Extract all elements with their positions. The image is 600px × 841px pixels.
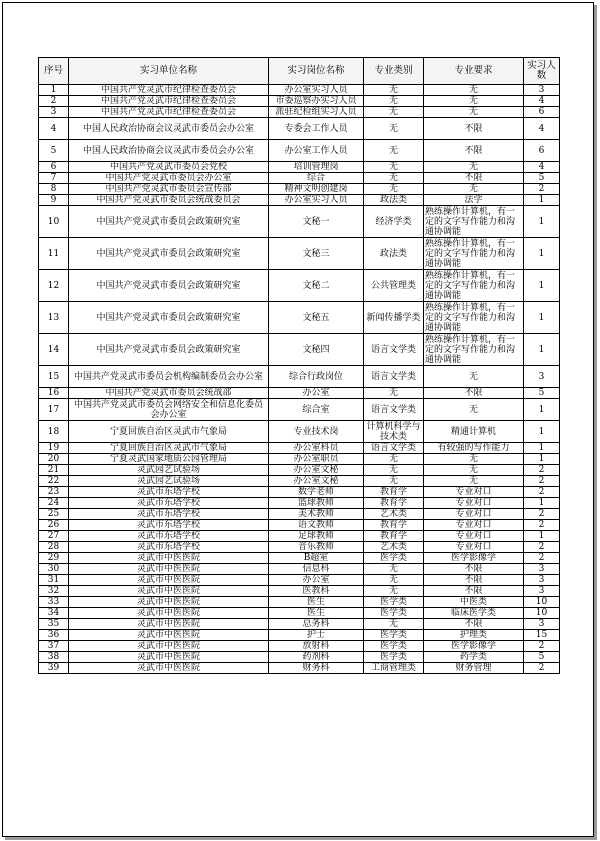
cell-requirement: 不限	[424, 564, 524, 575]
table-row	[39, 270, 560, 302]
cell-category: 计算机科学与技术类	[364, 421, 424, 443]
table-row	[39, 608, 560, 619]
cell-unit: 灵武园艺试验场	[69, 476, 269, 487]
cell-no: 32	[39, 586, 69, 597]
cell-post: 足球教师	[269, 531, 364, 542]
cell-no: 21	[39, 465, 69, 476]
cell-count: 2	[524, 509, 560, 520]
cell-requirement: 有较强的写作能力	[424, 443, 524, 454]
cell-count: 3	[524, 586, 560, 597]
cell-unit: 灵武市中医医院	[69, 553, 269, 564]
table-row	[39, 586, 560, 597]
cell-unit: 灵武市中医医院	[69, 564, 269, 575]
table-row	[39, 184, 560, 195]
cell-category: 艺术类	[364, 509, 424, 520]
cell-count: 1	[524, 399, 560, 421]
cell-no: 19	[39, 443, 69, 454]
cell-post: 美术教师	[269, 509, 364, 520]
table-row	[39, 302, 560, 334]
cell-post: B超室	[269, 553, 364, 564]
cell-requirement: 专业对口	[424, 487, 524, 498]
cell-unit: 灵武市中医医院	[69, 608, 269, 619]
table-row	[39, 465, 560, 476]
cell-post: 音乐教师	[269, 542, 364, 553]
header-no: 序号	[39, 58, 69, 85]
table-row	[39, 195, 560, 206]
table-row	[39, 334, 560, 366]
cell-post: 文秘四	[269, 334, 364, 366]
cell-post: 专业技术岗	[269, 421, 364, 443]
cell-post: 专委会工作人员	[269, 118, 364, 140]
cell-requirement: 熟练操作计算机，有一定的文字写作能力和沟通协调能	[424, 334, 524, 366]
cell-post: 办公室	[269, 575, 364, 586]
table-row	[39, 597, 560, 608]
cell-post: 总务科	[269, 619, 364, 630]
cell-unit: 中国共产党灵武市委员会政策研究室	[69, 206, 269, 238]
cell-requirement: 熟练操作计算机，有一定的文字写作能力和沟通协调能	[424, 238, 524, 270]
cell-count: 1	[524, 531, 560, 542]
cell-count: 2	[524, 553, 560, 564]
cell-post: 综合行政岗位	[269, 366, 364, 388]
cell-category: 无	[364, 575, 424, 586]
table-row	[39, 238, 560, 270]
cell-no: 23	[39, 487, 69, 498]
cell-no: 37	[39, 641, 69, 652]
cell-category: 无	[364, 388, 424, 399]
cell-category: 语言文学类	[364, 443, 424, 454]
cell-category: 医学类	[364, 630, 424, 641]
table-row	[39, 641, 560, 652]
cell-post: 放射科	[269, 641, 364, 652]
cell-no: 20	[39, 454, 69, 465]
cell-post: 市委巡察办实习人员	[269, 96, 364, 107]
cell-requirement: 医学影像学	[424, 553, 524, 564]
cell-category: 语言文学类	[364, 366, 424, 388]
cell-unit: 中国共产党灵武市委员会机构编制委员会办公室	[69, 366, 269, 388]
cell-requirement: 无	[424, 107, 524, 118]
table-row	[39, 388, 560, 399]
table-row	[39, 630, 560, 641]
cell-count: 2	[524, 465, 560, 476]
cell-unit: 中国共产党灵武市委员会政策研究室	[69, 238, 269, 270]
table-row	[39, 498, 560, 509]
table-row	[39, 564, 560, 575]
cell-unit: 灵武市中医医院	[69, 586, 269, 597]
cell-count: 4	[524, 118, 560, 140]
cell-post: 办公室工作人员	[269, 140, 364, 162]
cell-count: 5	[524, 173, 560, 184]
cell-category: 医学类	[364, 597, 424, 608]
cell-no: 2	[39, 96, 69, 107]
cell-category: 政法类	[364, 195, 424, 206]
cell-category: 无	[364, 173, 424, 184]
cell-post: 数学老师	[269, 487, 364, 498]
cell-requirement: 熟练操作计算机，有一定的文字写作能力和沟通协调能	[424, 302, 524, 334]
cell-category: 医学类	[364, 608, 424, 619]
cell-no: 1	[39, 85, 69, 96]
table-header-row	[39, 58, 560, 85]
cell-category: 无	[364, 619, 424, 630]
cell-unit: 灵武市东塔学校	[69, 498, 269, 509]
table-row	[39, 85, 560, 96]
cell-requirement: 专业对口	[424, 531, 524, 542]
cell-post: 办公室文秘	[269, 465, 364, 476]
cell-unit: 中国共产党灵武市委员会党校	[69, 162, 269, 173]
cell-requirement: 不限	[424, 575, 524, 586]
cell-no: 16	[39, 388, 69, 399]
cell-post: 综合	[269, 173, 364, 184]
table-row	[39, 96, 560, 107]
cell-unit: 中国共产党灵武市委员会办公室	[69, 173, 269, 184]
cell-category: 教育学	[364, 498, 424, 509]
table-row	[39, 542, 560, 553]
cell-post: 办公室	[269, 388, 364, 399]
cell-no: 14	[39, 334, 69, 366]
cell-requirement: 精通计算机	[424, 421, 524, 443]
cell-post: 文秘二	[269, 270, 364, 302]
cell-count: 1	[524, 334, 560, 366]
cell-requirement: 无	[424, 465, 524, 476]
cell-post: 文秘一	[269, 206, 364, 238]
cell-post: 医生	[269, 597, 364, 608]
cell-no: 27	[39, 531, 69, 542]
table-row	[39, 399, 560, 421]
table-row	[39, 173, 560, 184]
cell-requirement: 无	[424, 85, 524, 96]
cell-post: 篮球教师	[269, 498, 364, 509]
cell-no: 8	[39, 184, 69, 195]
cell-no: 35	[39, 619, 69, 630]
cell-count: 3	[524, 564, 560, 575]
cell-no: 13	[39, 302, 69, 334]
cell-post: 办公室职员	[269, 454, 364, 465]
table-row	[39, 476, 560, 487]
cell-count: 6	[524, 107, 560, 118]
table-row	[39, 443, 560, 454]
cell-unit: 中国共产党灵武市委员会政策研究室	[69, 302, 269, 334]
cell-count: 2	[524, 184, 560, 195]
cell-category: 教育学	[364, 487, 424, 498]
table-row	[39, 118, 560, 140]
cell-unit: 中国共产党灵武市委员会统战委员会	[69, 195, 269, 206]
cell-category: 无	[364, 96, 424, 107]
cell-category: 教育学	[364, 531, 424, 542]
cell-category: 无	[364, 465, 424, 476]
cell-unit: 中国共产党灵武市委员会政策研究室	[69, 270, 269, 302]
table-row	[39, 520, 560, 531]
cell-no: 29	[39, 553, 69, 564]
cell-category: 无	[364, 85, 424, 96]
header-category: 专业类别	[364, 58, 424, 85]
cell-requirement: 护理类	[424, 630, 524, 641]
cell-no: 5	[39, 140, 69, 162]
cell-count: 1	[524, 238, 560, 270]
cell-requirement: 专业对口	[424, 542, 524, 553]
cell-requirement: 无	[424, 162, 524, 173]
cell-requirement: 专业对口	[424, 520, 524, 531]
table-row	[39, 531, 560, 542]
table-row	[39, 575, 560, 586]
cell-requirement: 不限	[424, 173, 524, 184]
cell-no: 11	[39, 238, 69, 270]
cell-requirement: 药学类	[424, 652, 524, 663]
cell-count: 2	[524, 663, 560, 674]
cell-requirement: 中医类	[424, 597, 524, 608]
header-unit: 实习单位名称	[69, 58, 269, 85]
cell-category: 语言文学类	[364, 334, 424, 366]
cell-requirement: 不限	[424, 118, 524, 140]
cell-unit: 中国共产党灵武市纪律检查委员会	[69, 107, 269, 118]
cell-category: 公共管理类	[364, 270, 424, 302]
cell-post: 财务科	[269, 663, 364, 674]
cell-category: 医学类	[364, 553, 424, 564]
cell-post: 办公室文秘	[269, 476, 364, 487]
table-row	[39, 652, 560, 663]
cell-unit: 灵武市东塔学校	[69, 542, 269, 553]
cell-unit: 中国人民政治协商会议灵武市委员会办公室	[69, 118, 269, 140]
cell-category: 无	[364, 564, 424, 575]
cell-requirement: 医学影像学	[424, 641, 524, 652]
table-row	[39, 553, 560, 564]
cell-category: 语言文学类	[364, 399, 424, 421]
cell-no: 25	[39, 509, 69, 520]
cell-category: 政法类	[364, 238, 424, 270]
cell-post: 办公室实习人员	[269, 85, 364, 96]
cell-count: 3	[524, 366, 560, 388]
cell-no: 22	[39, 476, 69, 487]
cell-count: 3	[524, 85, 560, 96]
table-row	[39, 366, 560, 388]
cell-category: 无	[364, 118, 424, 140]
cell-category: 医学类	[364, 641, 424, 652]
cell-count: 3	[524, 575, 560, 586]
internship-table	[38, 57, 560, 674]
cell-unit: 中国共产党灵武市纪律检查委员会	[69, 85, 269, 96]
cell-unit: 灵武市中医医院	[69, 630, 269, 641]
cell-category: 无	[364, 184, 424, 195]
cell-no: 18	[39, 421, 69, 443]
cell-count: 6	[524, 140, 560, 162]
cell-requirement: 熟练操作计算机，有一定的文字写作能力和沟通协调能	[424, 206, 524, 238]
cell-post: 医教科	[269, 586, 364, 597]
cell-post: 精神文明创建岗	[269, 184, 364, 195]
table-row	[39, 140, 560, 162]
cell-unit: 灵武市东塔学校	[69, 531, 269, 542]
cell-requirement: 无	[424, 454, 524, 465]
cell-category: 新闻传播学类	[364, 302, 424, 334]
cell-no: 36	[39, 630, 69, 641]
cell-category: 无	[364, 586, 424, 597]
cell-requirement: 临床医学类	[424, 608, 524, 619]
cell-count: 15	[524, 630, 560, 641]
cell-unit: 灵武市中医医院	[69, 663, 269, 674]
cell-requirement: 专业对口	[424, 509, 524, 520]
cell-category: 无	[364, 140, 424, 162]
cell-count: 1	[524, 195, 560, 206]
cell-no: 31	[39, 575, 69, 586]
cell-requirement: 无	[424, 366, 524, 388]
cell-unit: 灵武市东塔学校	[69, 509, 269, 520]
cell-no: 26	[39, 520, 69, 531]
cell-unit: 宁夏回族自治区灵武市气象局	[69, 443, 269, 454]
cell-category: 无	[364, 476, 424, 487]
cell-requirement: 无	[424, 399, 524, 421]
cell-unit: 灵武市东塔学校	[69, 520, 269, 531]
cell-count: 2	[524, 641, 560, 652]
cell-unit: 宁夏回族自治区灵武市气象局	[69, 421, 269, 443]
cell-no: 38	[39, 652, 69, 663]
cell-category: 经济学类	[364, 206, 424, 238]
cell-count: 1	[524, 498, 560, 509]
cell-count: 1	[524, 302, 560, 334]
cell-count: 2	[524, 542, 560, 553]
header-count: 实习人数	[524, 58, 560, 85]
cell-count: 2	[524, 487, 560, 498]
cell-no: 15	[39, 366, 69, 388]
cell-category: 工商管理类	[364, 663, 424, 674]
cell-requirement: 无	[424, 184, 524, 195]
cell-category: 艺术类	[364, 542, 424, 553]
cell-post: 护士	[269, 630, 364, 641]
cell-category: 无	[364, 107, 424, 118]
cell-category: 无	[364, 454, 424, 465]
cell-count: 1	[524, 270, 560, 302]
table-row	[39, 619, 560, 630]
cell-unit: 灵武市中医医院	[69, 641, 269, 652]
cell-post: 办公室科员	[269, 443, 364, 454]
cell-no: 4	[39, 118, 69, 140]
cell-post: 文秘五	[269, 302, 364, 334]
cell-count: 5	[524, 388, 560, 399]
cell-unit: 中国共产党灵武市纪律检查委员会	[69, 96, 269, 107]
header-post: 实习岗位名称	[269, 58, 364, 85]
cell-requirement: 不限	[424, 619, 524, 630]
cell-post: 办公室实习人员	[269, 195, 364, 206]
table-row	[39, 421, 560, 443]
cell-unit: 中国共产党灵武市委员会网络安全和信息化委员会办公室	[69, 399, 269, 421]
cell-unit: 中国人民政治协商会议灵武市委员会办公室	[69, 140, 269, 162]
cell-unit: 灵武市中医医院	[69, 619, 269, 630]
table-row	[39, 107, 560, 118]
cell-no: 10	[39, 206, 69, 238]
cell-requirement: 法学	[424, 195, 524, 206]
cell-count: 10	[524, 608, 560, 619]
cell-post: 医生	[269, 608, 364, 619]
cell-no: 6	[39, 162, 69, 173]
cell-requirement: 财务管理	[424, 663, 524, 674]
cell-unit: 灵武市中医医院	[69, 597, 269, 608]
cell-post: 药剂科	[269, 652, 364, 663]
cell-post: 文秘三	[269, 238, 364, 270]
cell-no: 28	[39, 542, 69, 553]
cell-count: 1	[524, 206, 560, 238]
cell-requirement: 无	[424, 96, 524, 107]
cell-no: 24	[39, 498, 69, 509]
cell-no: 3	[39, 107, 69, 118]
cell-requirement: 无	[424, 476, 524, 487]
cell-post: 培训管理岗	[269, 162, 364, 173]
cell-count: 10	[524, 597, 560, 608]
cell-requirement: 专业对口	[424, 498, 524, 509]
cell-unit: 宁夏灵武国家地质公园管理局	[69, 454, 269, 465]
cell-category: 医学类	[364, 652, 424, 663]
cell-no: 17	[39, 399, 69, 421]
header-requirement: 专业要求	[424, 58, 524, 85]
cell-no: 9	[39, 195, 69, 206]
cell-count: 5	[524, 652, 560, 663]
cell-unit: 中国共产党灵武市委员会政策研究室	[69, 334, 269, 366]
cell-category: 教育学	[364, 520, 424, 531]
cell-unit: 中国共产党灵武市委员会统战部	[69, 388, 269, 399]
table-row	[39, 162, 560, 173]
cell-no: 34	[39, 608, 69, 619]
cell-post: 信息科	[269, 564, 364, 575]
cell-unit: 灵武市东塔学校	[69, 487, 269, 498]
cell-unit: 灵武园艺试验场	[69, 465, 269, 476]
cell-count: 2	[524, 476, 560, 487]
table-row	[39, 487, 560, 498]
cell-post: 语文教师	[269, 520, 364, 531]
table-row	[39, 509, 560, 520]
cell-count: 4	[524, 96, 560, 107]
cell-requirement: 不限	[424, 586, 524, 597]
cell-unit: 中国共产党灵武市委员会宣传部	[69, 184, 269, 195]
cell-count: 2	[524, 520, 560, 531]
cell-category: 无	[364, 162, 424, 173]
cell-no: 33	[39, 597, 69, 608]
cell-no: 30	[39, 564, 69, 575]
table-row	[39, 454, 560, 465]
cell-count: 3	[524, 619, 560, 630]
cell-count: 4	[524, 162, 560, 173]
cell-no: 12	[39, 270, 69, 302]
cell-no: 7	[39, 173, 69, 184]
cell-unit: 灵武市中医医院	[69, 575, 269, 586]
table-row	[39, 206, 560, 238]
cell-count: 1	[524, 443, 560, 454]
table-row	[39, 663, 560, 674]
cell-count: 1	[524, 454, 560, 465]
cell-requirement: 不限	[424, 140, 524, 162]
cell-requirement: 熟练操作计算机，有一定的文字写作能力和沟通协调能	[424, 270, 524, 302]
cell-count: 1	[524, 421, 560, 443]
cell-no: 39	[39, 663, 69, 674]
cell-unit: 灵武市中医医院	[69, 652, 269, 663]
cell-post: 派驻纪检组实习人员	[269, 107, 364, 118]
cell-post: 综合室	[269, 399, 364, 421]
cell-requirement: 不限	[424, 388, 524, 399]
